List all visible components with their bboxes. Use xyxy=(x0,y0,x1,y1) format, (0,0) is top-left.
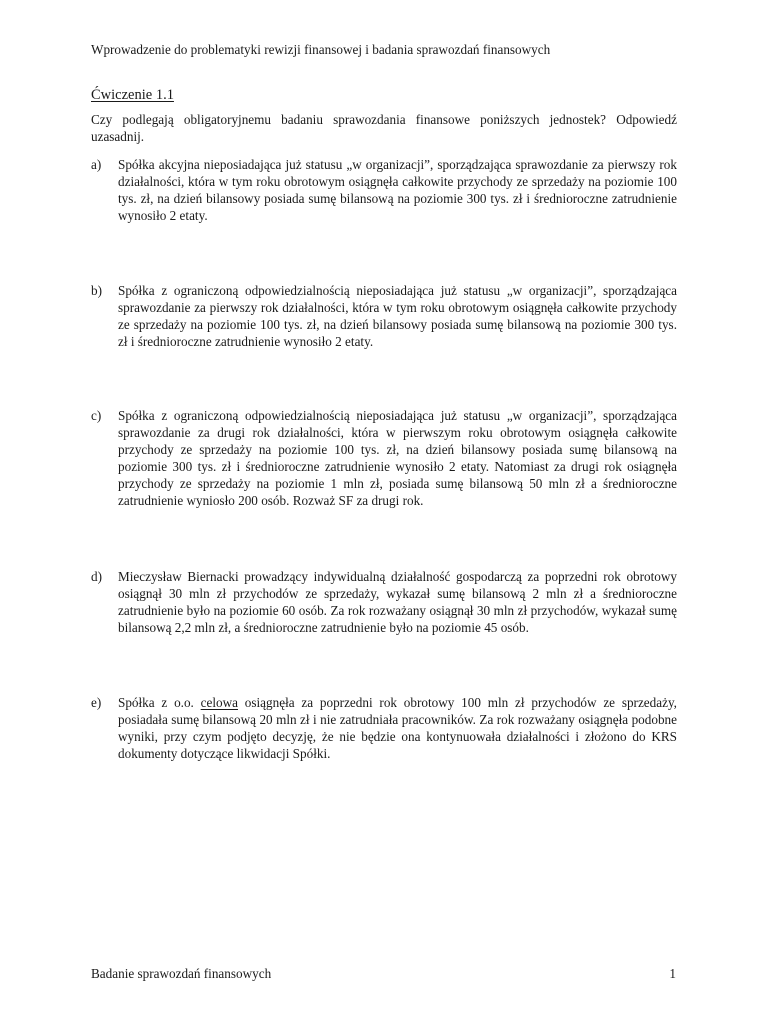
task-d-marker: d) xyxy=(91,569,102,584)
task-e-underlined-word: celowa xyxy=(200,695,238,710)
task-d xyxy=(91,568,677,636)
task-a-text: Spółka akcyjna nieposiadająca już statusu „w organizacji”, sporządzająca sprawozdanie za pierwszy rok działalności, która w tym roku obrotowym osiągnęła całkowite przychody ze sprzedaży na poziomie 100 tys. zł, na dzień bilansowy posiada sumę bilansową na poziomie 300 tys. zł i średnioroczne zatrudnienie wynosiło 2 etaty. xyxy=(118,157,677,223)
task-e-text xyxy=(118,694,677,762)
task-b xyxy=(91,282,677,350)
page-footer-title: Badanie sprawozdań finansowych xyxy=(91,966,272,981)
task-e-marker: e) xyxy=(91,695,102,710)
task-b-marker: b) xyxy=(91,283,102,298)
task-e-text-start: Spółka z o.o. xyxy=(118,695,201,710)
exercise-title: Ćwiczenie 1.1 xyxy=(91,87,174,103)
task-c-text: Spółka z ograniczoną odpowiedzialnością nieposiadająca już statusu „w organizacji”, sporządzająca sprawozdanie za drugi rok działalności, która w pierwszym roku obrotowym osiągnęła całkowite przychody ze sprzedaży na poziomie 100 tys. zł, na dzień bilansowy posiada sumę bilansową na poziomie 300 tys. zł i średnioroczne zatrudnienie wynosiło 2 etaty. Natomiast za drugi rok osiągnęła przychody ze sprzedaży na poziomie 1 mln zł, posiada sumę bilansową 50 mln zł a średnioroczne zatrudnienie wyniosło 200 osób. Rozważ SF za drugi rok. xyxy=(118,408,677,508)
task-e-text-rest: osiągnęła za poprzedni rok obrotowy 100 mln zł przychodów ze sprzedaży, posiadała sumę bilansową 20 mln zł i nie zatrudniała pracowników. Za rok rozważany osiągnęła podobne wyniki, przy czym podjęto decyzję, że nie będzie ona kontynuowała działalności i złożono do KRS dokumenty dotyczące likwidacji Spółki. xyxy=(118,695,677,761)
task-c xyxy=(91,407,677,509)
task-a xyxy=(91,156,677,224)
task-d-text: Mieczysław Biernacki prowadzący indywidualną działalność gospodarczą za poprzedni rok obrotowy osiągnął 30 mln zł przychodów ze sprzedaży, wykazał sumę bilansową 2 mln zł a średnioroczne zatrudnienie było na poziomie 60 osób. Za rok rozważany osiągnął 30 mln zł przychodów, wykazał sumę bilansową 2,2 mln zł, a średnioroczne zatrudnienie było na poziomie 45 osób. xyxy=(118,569,677,635)
page-header: Wprowadzenie do problematyki rewizji finansowej i badania sprawozdań finansowych xyxy=(91,42,551,57)
page-number: 1 xyxy=(669,966,676,981)
exercise-question: Czy podlegają obligatoryjnemu badaniu sprawozdania finansowe poniższych jednostek? Odpowiedź uzasadnij. xyxy=(91,112,677,144)
task-c-marker: c) xyxy=(91,408,102,423)
task-b-text: Spółka z ograniczoną odpowiedzialnością nieposiadająca już statusu „w organizacji”, sporządzająca sprawozdanie za pierwszy rok działalności, która w tym roku obrotowym osiągnęła całkowite przychody ze sprzedaży na poziomie 100 tys. zł, na dzień bilansowy posiada sumę bilansową na poziomie 300 tys. zł i średnioroczne zatrudnienie wynosiło 2 etaty. xyxy=(118,283,677,349)
task-a-marker: a) xyxy=(91,157,102,172)
task-e xyxy=(91,694,677,762)
